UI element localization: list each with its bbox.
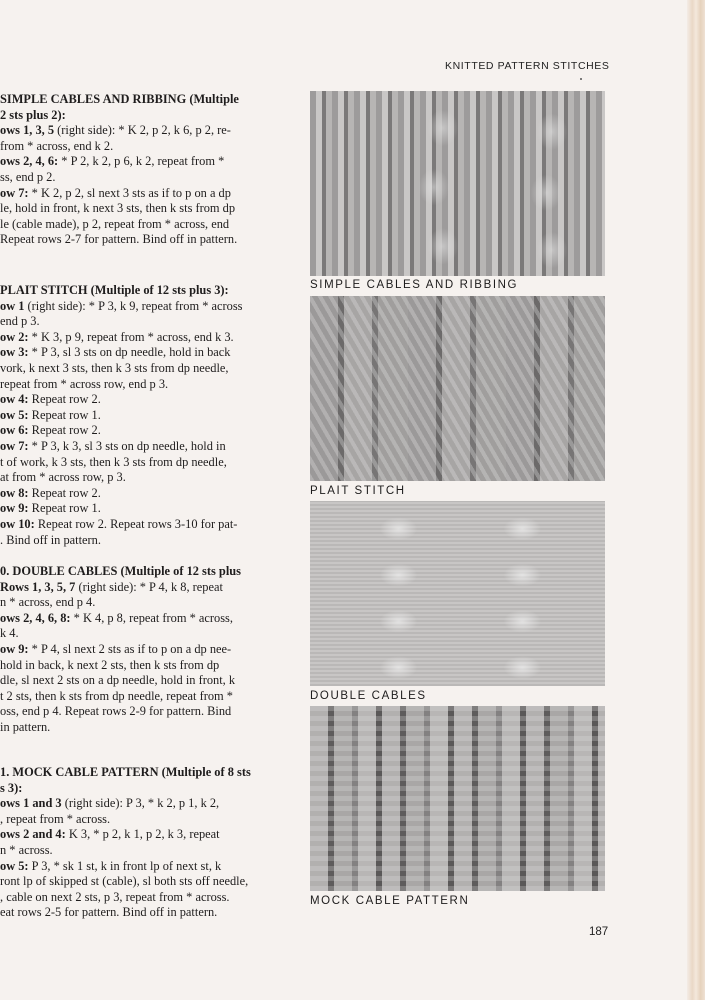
text-line: [0, 781, 296, 797]
text-line: [0, 455, 296, 471]
text-line: [0, 874, 296, 890]
text-line: [0, 595, 296, 611]
figure-caption: MOCK CABLE PATTERN: [310, 895, 470, 907]
pattern-section-double-cables: [0, 564, 296, 736]
text-run: k 4.: [0, 626, 19, 641]
text-line: [0, 170, 296, 186]
text-line: [0, 470, 296, 486]
text-run: * K 2, p 2, sl next 3 sts as if to p on a dp: [28, 185, 231, 200]
text-line: [0, 673, 296, 689]
text-line: [0, 392, 296, 408]
figure-caption: PLAIT STITCH: [310, 485, 406, 497]
text-run: Repeat row 2.: [28, 485, 101, 500]
text-run: Repeat row 2.: [28, 423, 101, 438]
text-run: Repeat row 1.: [28, 407, 101, 422]
text-line: [0, 611, 296, 627]
bold-run: PLAIT STITCH (Multiple of 12 sts plus 3):: [0, 283, 229, 297]
bold-run: ow 5:: [0, 407, 29, 422]
text-run: * K 4, p 8, repeat from * across,: [70, 610, 233, 625]
bold-run: s 3):: [0, 780, 23, 795]
text-run: at from * across row, p 3.: [0, 470, 126, 485]
figure-caption: DOUBLE CABLES: [310, 690, 427, 702]
text-run: hold in back, k next 2 sts, then k sts from dp: [0, 657, 220, 672]
bold-run: ow 9:: [0, 501, 29, 516]
text-line: [0, 564, 296, 580]
text-line: [0, 658, 296, 674]
text-line: [0, 423, 296, 439]
text-run: oss, end p 4. Repeat rows 2-9 for pattern. Bind: [0, 704, 232, 719]
text-run: eat rows 2-5 for pattern. Bind off in pattern.: [0, 905, 218, 920]
bold-run: ow 1: [0, 298, 25, 313]
text-run: (right side): * K 2, p 2, k 6, p 2, re-: [54, 123, 231, 138]
text-line: [0, 843, 296, 859]
bold-run: ow 2:: [0, 329, 29, 344]
text-run: repeat from * across row, end p 3.: [0, 376, 169, 391]
bold-run: 1. MOCK CABLE PATTERN (Multiple of 8 sts: [0, 765, 251, 779]
text-line: [0, 377, 296, 393]
text-line: [0, 689, 296, 705]
text-run: end p 3.: [0, 314, 40, 329]
bold-run: ow 9:: [0, 641, 29, 656]
text-line: [0, 642, 296, 658]
bold-run: 2 sts plus 2):: [0, 107, 66, 122]
text-run: n * across, end p 4.: [0, 595, 96, 610]
text-line: [0, 890, 296, 906]
text-line: [0, 439, 296, 455]
text-run: * P 3, sl 3 sts on dp needle, hold in back: [28, 345, 231, 360]
text-run: Repeat rows 2-7 for pattern. Bind off in pattern.: [0, 232, 238, 247]
bold-run: ows 2 and 4:: [0, 827, 66, 842]
knit-swatch-photo: [310, 296, 605, 481]
text-line: [0, 827, 296, 843]
print-speck: [580, 78, 582, 80]
text-run: t 2 sts, then k sts from dp needle, repeat from *: [0, 688, 233, 703]
text-run: * K 3, p 9, repeat from * across, end k 3.: [28, 329, 234, 344]
text-run: , cable on next 2 sts, p 3, repeat from * across.: [0, 889, 230, 904]
bold-run: ows 2, 4, 6, 8:: [0, 610, 71, 625]
bold-run: 0. DOUBLE CABLES (Multiple of 12 sts plus: [0, 564, 241, 578]
text-run: * P 2, k 2, p 6, k 2, repeat from *: [58, 154, 225, 169]
text-run: from * across, end k 2.: [0, 138, 114, 153]
text-line: [0, 186, 296, 202]
text-line: [0, 796, 296, 812]
text-run: t of work, k 3 sts, then k 3 sts from dp needle,: [0, 454, 227, 469]
bold-run: ow 4:: [0, 392, 29, 407]
text-run: (right side): * P 3, k 9, repeat from * across: [24, 298, 243, 313]
text-run: K 3, * p 2, k 1, p 2, k 3, repeat: [65, 827, 220, 842]
text-line: [0, 905, 296, 921]
text-line: [0, 201, 296, 217]
page-number: 187: [589, 926, 609, 938]
text-run: * P 3, k 3, sl 3 sts on dp needle, hold in: [28, 438, 226, 453]
bold-run: ow 7:: [0, 185, 29, 200]
text-run: vork, k next 3 sts, then k 3 sts from dp needle,: [0, 360, 229, 375]
pattern-section-simple-cables: [0, 92, 296, 248]
text-line: [0, 765, 296, 781]
text-line: [0, 704, 296, 720]
text-line: [0, 92, 296, 108]
bold-run: ow 5:: [0, 858, 29, 873]
text-line: [0, 580, 296, 596]
text-run: Repeat row 1.: [28, 501, 101, 516]
text-run: le (cable made), p 2, repeat from * across, end: [0, 216, 230, 231]
bold-run: ows 2, 4, 6:: [0, 154, 59, 169]
text-run: in pattern.: [0, 719, 51, 734]
text-run: ront lp of skipped st (cable), sl both sts off needle,: [0, 874, 249, 889]
bold-run: ow 7:: [0, 438, 29, 453]
text-run: (right side): P 3, * k 2, p 1, k 2,: [61, 796, 220, 811]
text-run: Repeat row 2. Repeat rows 3-10 for pat-: [34, 516, 238, 531]
text-line: [0, 314, 296, 330]
text-run: n * across.: [0, 842, 53, 857]
text-line: [0, 859, 296, 875]
text-run: , repeat from * across.: [0, 811, 111, 826]
text-line: [0, 720, 296, 736]
text-line: [0, 139, 296, 155]
text-line: [0, 517, 296, 533]
text-line: [0, 299, 296, 315]
text-line: [0, 330, 296, 346]
text-run: * P 4, sl next 2 sts as if to p on a dp nee-: [28, 641, 232, 656]
text-line: [0, 345, 296, 361]
text-line: [0, 283, 296, 299]
text-line: [0, 232, 296, 248]
bold-run: Rows 1, 3, 5, 7: [0, 579, 76, 594]
pattern-section-mock-cable: [0, 765, 296, 921]
knit-swatch-photo: [310, 501, 605, 686]
running-head: KNITTED PATTERN STITCHES: [445, 60, 610, 72]
text-line: [0, 154, 296, 170]
text-line: [0, 108, 296, 124]
bold-run: ow 8:: [0, 485, 29, 500]
text-run: dle, sl next 2 sts on a dp needle, hold in front, k: [0, 673, 236, 688]
bold-run: ow 10:: [0, 516, 35, 531]
text-run: . Bind off in pattern.: [0, 532, 101, 547]
text-line: [0, 501, 296, 517]
text-run: (right side): * P 4, k 8, repeat: [75, 579, 223, 594]
knit-swatch-photo: [310, 706, 605, 891]
page-edge: [687, 0, 705, 1000]
text-run: Repeat row 2.: [28, 392, 101, 407]
pattern-section-plait-stitch: [0, 283, 296, 548]
text-line: [0, 533, 296, 549]
text-line: [0, 486, 296, 502]
text-line: [0, 812, 296, 828]
text-line: [0, 217, 296, 233]
text-line: [0, 123, 296, 139]
text-line: [0, 626, 296, 642]
bold-run: ow 6:: [0, 423, 29, 438]
bold-run: SIMPLE CABLES AND RIBBING (Multiple: [0, 92, 239, 106]
bold-run: ows 1, 3, 5: [0, 123, 55, 138]
text-run: ss, end p 2.: [0, 169, 56, 184]
figure-caption: SIMPLE CABLES AND RIBBING: [310, 279, 519, 291]
bold-run: ows 1 and 3: [0, 796, 62, 811]
bold-run: ow 3:: [0, 345, 29, 360]
text-run: le, hold in front, k next 3 sts, then k sts from dp: [0, 201, 236, 216]
text-run: P 3, * sk 1 st, k in front lp of next st, k: [28, 858, 222, 873]
text-line: [0, 408, 296, 424]
knit-swatch-photo: [310, 91, 605, 276]
text-line: [0, 361, 296, 377]
